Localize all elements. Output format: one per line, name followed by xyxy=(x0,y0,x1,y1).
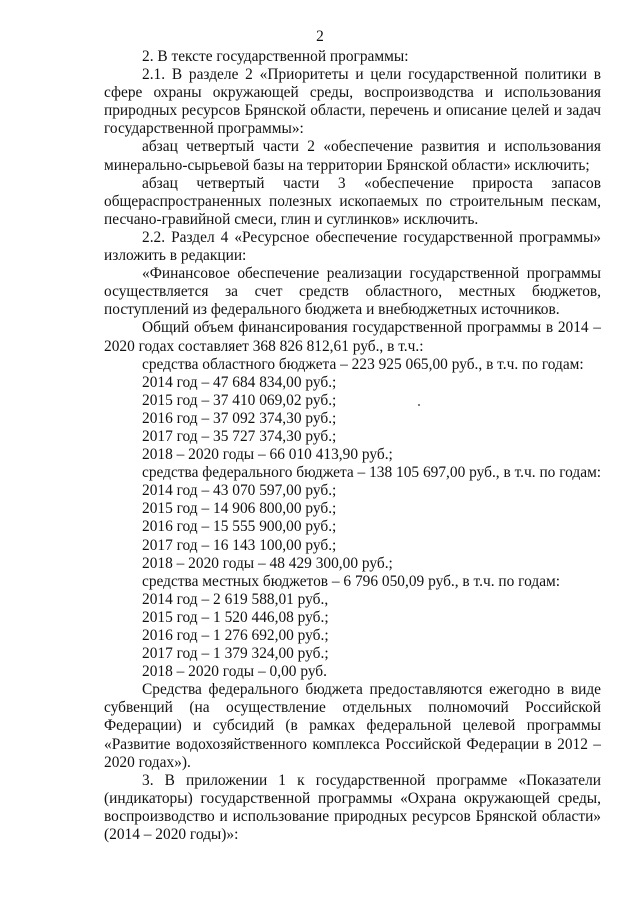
local-year-line: 2014 год – 2 619 588,01 руб., xyxy=(142,590,329,608)
paragraph-federal-subsidies: Средства федерального бюджета предоставляются ежегодно в виде субвенций (на осуществление отдельных полномочий Российской Федерации) и субсидий (в рамках федеральной целевой программы «Развитие водохозяйственного комплекса Российской Федерации в 2012 – 2020 годах»). xyxy=(104,681,601,771)
paragraph-part2: абзац четвертый части 2 «обеспечение развития и использования минерально-сырьевой базы на территории Брянской области» исключить; xyxy=(104,138,601,174)
paragraph-2-2: 2.2. Раздел 4 «Ресурсное обеспечение государственной программы» изложить в редакции: xyxy=(104,228,601,265)
federal-year-line: 2017 год – 16 143 100,00 руб.; xyxy=(142,536,337,554)
paragraph-2-1: 2.1. В разделе 2 «Приоритеты и цели государственной политики в сфере охраны окружающей среды, воспроизводства и использования природных ресурсов Брянской области, перечень и описание целей и задач государственной программы»: xyxy=(104,66,601,138)
local-year-line: 2017 год – 1 379 324,00 руб.; xyxy=(142,645,329,663)
page-number: 2 xyxy=(316,28,324,45)
paragraph-total: Общий объем финансирования государственной программы в 2014 – 2020 годах составляет 368 826 812,61 руб., в т.ч.: xyxy=(104,319,601,355)
regional-budget-title: средства областного бюджета – 223 925 065,00 руб., в т.ч. по годам: xyxy=(142,355,584,373)
federal-budget-title: средства федерального бюджета – 138 105 697,00 руб., в т.ч. по годам: xyxy=(142,464,602,482)
section-heading-2: 2. В тексте государственной программы: xyxy=(142,48,409,65)
federal-year-line: 2014 год – 43 070 597,00 руб.; xyxy=(142,482,337,500)
regional-year-line: 2017 год – 35 727 374,30 руб.; xyxy=(142,427,337,445)
federal-year-line: 2016 год – 15 555 900,00 руб.; xyxy=(142,518,337,536)
regional-year-line: 2014 год – 47 684 834,00 руб.; xyxy=(142,373,337,391)
regional-year-line: 2016 год – 37 092 374,30 руб.; xyxy=(142,409,337,427)
local-year-line: 2016 год – 1 276 692,00 руб.; xyxy=(142,627,329,644)
local-year-line: 2018 – 2020 годы – 0,00 руб. xyxy=(142,663,327,681)
federal-year-line: 2018 – 2020 годы – 48 429 300,00 руб.; xyxy=(142,554,393,572)
paragraph-section-3: 3. В приложении 1 к государственной программе «Показатели (индикаторы) государственной программы «Охрана окружающей среды, воспроизводство и использование природных ресурсов Брянской области» (2014 – 2020 годы)»: xyxy=(104,771,601,844)
regional-year-line: 2015 год – 37 410 069,02 руб.; xyxy=(142,391,337,409)
local-budget-title: средства местных бюджетов – 6 796 050,09 руб., в т.ч. по годам: xyxy=(142,572,561,590)
document-body xyxy=(104,48,601,844)
regional-year-line: 2018 – 2020 годы – 66 010 413,90 руб.; xyxy=(142,446,393,464)
federal-year-line: 2015 год – 14 906 800,00 руб.; xyxy=(142,500,337,518)
scan-speck xyxy=(418,404,420,406)
paragraph-financing: «Финансовое обеспечение реализации государственной программы осуществляется за счет средств областного, местных бюджетов, поступлений из федерального бюджета и внебюджетных источников. xyxy=(104,265,601,319)
paragraph-part3: абзац четвертый части 3 «обеспечение прироста запасов общераспространенных полезных ископаемых по строительным пескам, песчано-гравийной смеси, глин и суглинков» исключить. xyxy=(104,174,601,228)
local-year-line: 2015 год – 1 520 446,08 руб.; xyxy=(142,608,329,626)
